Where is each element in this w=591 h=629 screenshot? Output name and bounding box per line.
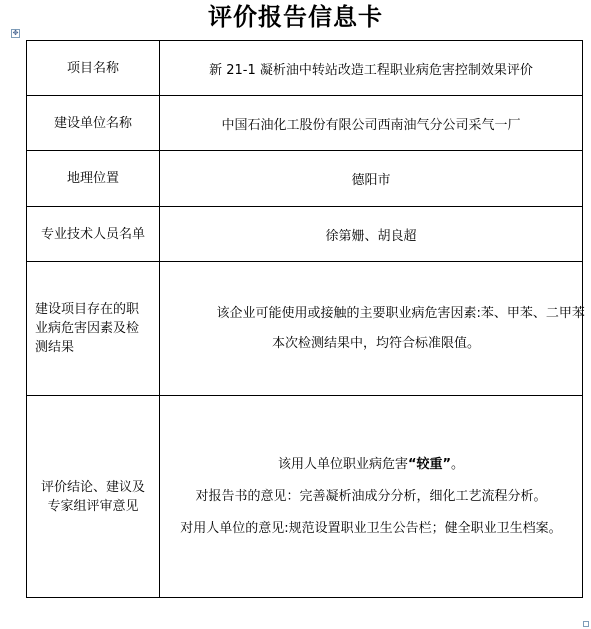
conclusion-label-text: 评价结论、建议及专家组评审意见 [40, 479, 145, 514]
hazards-value [160, 262, 583, 396]
conclusion-severity: “较重” [407, 456, 452, 472]
info-card-table [26, 40, 583, 598]
conclusion-line-1 [160, 449, 582, 481]
table-row [27, 41, 583, 96]
page-title: 评价报告信息卡 [208, 2, 383, 31]
staff-value: 徐第姗、胡良超 [160, 207, 583, 262]
unit-name-value: 中国石油化工股份有限公司西南油气分公司采气一厂 [160, 96, 583, 151]
hazards-label-text: 建设项目存在的职业病危害因素及检测结果 [35, 302, 140, 355]
table-row [27, 151, 583, 207]
hazards-factors-text: 该企业可能使用或接触的主要职业病危害因素:苯、甲苯、二甲苯 [216, 305, 585, 321]
table-row [27, 396, 583, 598]
hazards-result-text: 本次检测结果中，均符合标准限值。 [272, 335, 481, 351]
location-label: 地理位置 [27, 151, 160, 207]
location-value: 德阳市 [160, 151, 583, 207]
conclusion-line-2: 对报告书的意见：完善凝析油成分分析，细化工艺流程分析。 [195, 488, 547, 504]
unit-name-label: 建设单位名称 [27, 96, 160, 151]
project-name-value: 新 21-1 凝析油中转站改造工程职业病危害控制效果评价 [160, 41, 583, 96]
hazards-label [27, 262, 160, 396]
staff-label: 专业技术人员名单 [27, 207, 160, 262]
table-move-handle-icon[interactable]: ✥ [12, 29, 19, 37]
conclusion-line-3: 对用人单位的意见:规范设置职业卫生公告栏；健全职业卫生档案。 [180, 520, 562, 536]
conclusion-line-1-suffix: 。 [451, 456, 465, 472]
conclusion-value [160, 396, 583, 598]
table-row [27, 262, 583, 396]
table-row [27, 207, 583, 262]
project-name-label: 项目名称 [27, 41, 160, 96]
table-resize-handle-icon[interactable] [583, 621, 589, 627]
conclusion-label [27, 396, 160, 598]
table-row [27, 96, 583, 151]
conclusion-line-1-prefix: 该用人单位职业病危害 [277, 456, 408, 472]
